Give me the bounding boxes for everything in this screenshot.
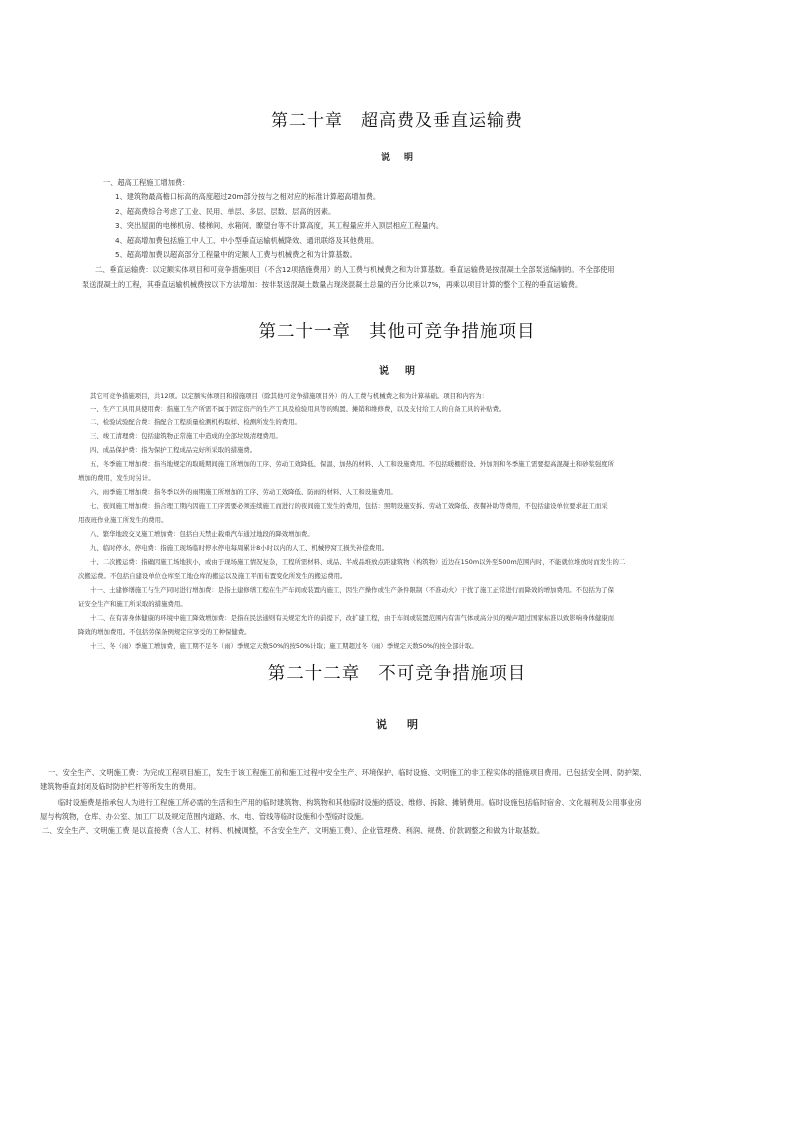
paragraph-line: 一、超高工程施工增加费： [103, 178, 190, 187]
paragraph-line: 其它可竞争措施项目，共12项。以定额实体项目和措施项目（除其他可竞争措施项目外）的人工费与机械费之和为计算基础。项目和内容为： [90, 392, 488, 400]
paragraph-line: 建筑物垂直封闭及临时防护栏杆等所发生的费用。 [40, 782, 201, 791]
paragraph-line: 证安全生产和施工所采取的措施费用。 [78, 600, 187, 608]
chapter-21-title [0, 318, 794, 343]
paragraph-line: 3、突出屋面的电梯机房、楼梯间、水箱间、瞭望台等不计算高度，其工程量应并入顶层相应工程量内。 [115, 221, 444, 230]
chapter-name: 其他可竞争措施项目 [369, 322, 536, 342]
chapter-number: 第二十二章 [267, 664, 361, 684]
paragraph-line: 临时设施费是指承包人为进行工程施工所必需的生活和生产用的临时建筑物、构筑物和其他临时设施的搭设、维修、拆除、摊销费用。临时设施包括临时宿舍、文化福利及公用事业房 [58, 798, 642, 807]
paragraph-line: 七、夜间施工增加费：指合理工期内因施工工序需要必须连续施工而进行的夜间施工发生的费用，包括：照明设施安拆、劳动工效降低、夜餐补助等费用，不包括建设单位要求赶工而采 [90, 502, 608, 510]
paragraph-line: 二、检验试验配合费：指配合工程质量检测机构取样、检测所发生的费用。 [90, 418, 301, 426]
paragraph-line: 二、垂直运输费：以定额实体项目和可竞争措施项目（不含12项措施费用）的人工费与机械费之和为计算基数。垂直运输费是按混凝土全部泵送编制的。不全部使用 [95, 265, 615, 274]
paragraph-line: 用夜班作业施工所发生的费用。 [78, 516, 168, 524]
paragraph-line: 十三、冬（雨）季施工增加费，施工期不足冬（雨）季规定天数50%的按50%计取；施工期超过冬（雨）季规定天数50%的按全部计取。 [90, 642, 478, 650]
chapter-21-subtitle: 说 明 [379, 366, 415, 377]
paragraph-line: 六、雨季施工增加费：指冬季以外的雨期施工所增加的工序、劳动工效降低、防雨的材料、人工和设施费用。 [90, 488, 397, 496]
paragraph-line: 屋与构筑物，仓库、办公室、加工厂以及规定范围内道路、水、电、管线等临时设施和小型临时设施。 [40, 812, 369, 821]
paragraph-line: 二、安全生产、文明施工费 是以直接费（含人工、材料、机械调整，不含安全生产、文明施工费）、企业管理费、利润、规费、价款调整之和做为计取基数。 [42, 826, 545, 835]
paragraph-line: 十二、在有害身体健康的环境中施工降效增加费：是指在民法通则有关规定允许的前提下，改扩建工程，由于车间或装置范围内有害气体或高分贝的噪声超过国家标准以致影响身体健康而 [90, 614, 615, 622]
paragraph-line: 五、冬季施工增加费：指当地规定的取暖期间施工所增加的工序、劳动工效降低、保温、加热的材料、人工和设施费用。不包括暖棚搭设、外加剂和冬季施工需要提高混凝土和砂浆强度所 [90, 460, 615, 468]
paragraph-line: 三、竣工清理费：包括建筑物正常施工中造成的全部垃圾清理费用。 [90, 432, 282, 440]
paragraph-line: 增加的费用，发生时另计。 [78, 474, 155, 482]
chapter-22-subtitle: 说 明 [376, 718, 418, 731]
paragraph-line: 十、二次搬运费：指确因施工场地狭小，或由于现场施工情况复杂，工程所需材料、成品、半成品堆放点距建筑物（构筑物）近边在150m以外至500m范围内时，不能就位堆放时而发生的二 [90, 558, 626, 566]
chapter-name: 不可竞争措施项目 [378, 664, 527, 684]
paragraph-line: 4、超高增加费包括施工中人工、中小型垂直运输机械降效、通讯联络及其他费用。 [115, 236, 379, 245]
chapter-20-subtitle: 说 明 [380, 153, 414, 163]
paragraph-line: 降效的增加费用。不包括劳保条例规定应享受的工种保健费。 [78, 628, 251, 636]
paragraph-line: 九、临时停水、停电费：指施工现场临时停水停电每周累计8小时以内的人工、机械停窝工损失补偿费用。 [90, 544, 389, 552]
paragraph-line: 一、生产工具用具使用费：指施工生产所需不属于固定资产的生产工具及检验用具等的购置、摊销和维修费，以及支付给工人的自备工具的补贴费。 [90, 405, 506, 413]
paragraph-line: 四、成品保护费：指为保护工程成品完好所采取的措施费。 [90, 446, 257, 454]
paragraph-line: 次搬运费。不包括自建设单位仓库至工地仓库的搬运以及施工平面布置变化所发生的搬运费用。 [78, 572, 347, 580]
paragraph-line: 一、安全生产、文明施工费：为完成工程项目施工，发生于该工程施工前和施工过程中安全生产、环境保护、临时设施、文明施工的非工程实体的措施项目费用。已包括安全网、防护架、 [48, 768, 647, 777]
chapter-number: 第二十章 [271, 111, 343, 131]
paragraph-line: 八、繁华地段交叉施工增加费：包括白天禁止载重汽车通过地段的降效增加费。 [90, 530, 314, 538]
paragraph-line: 十一、土建修缮施工与生产同时进行增加费：是指土建修缮工程在生产车间或装置内施工，因生产操作或生产条件限制（不准动火）干扰了施工正常进行而降效的增加费用。不包括为了保 [90, 586, 615, 594]
chapter-number: 第二十一章 [258, 322, 351, 342]
chapter-20-title [0, 106, 794, 131]
chapter-name: 超高费及垂直运输费 [361, 111, 523, 131]
paragraph-line: 5、超高增加费以超高部分工程量中的定额人工费与机械费之和为计算基数。 [115, 250, 357, 259]
paragraph-line: 2、超高费综合考虑了工业、民用、单层、多层、层数、层高的因素。 [115, 207, 336, 216]
paragraph-line: 泵送混凝土的工程，其垂直运输机械费按以下方法增加：按非泵送混凝土数量占现浇混凝土总量的百分比乘以7%，再乘以项目计算的整个工程的垂直运输费。 [82, 280, 583, 289]
paragraph-line: 1、建筑物最高檐口标高的高度超过20m部分按与之相对应的标准计算超高增加费。 [115, 192, 381, 201]
chapter-22-title [0, 660, 794, 685]
